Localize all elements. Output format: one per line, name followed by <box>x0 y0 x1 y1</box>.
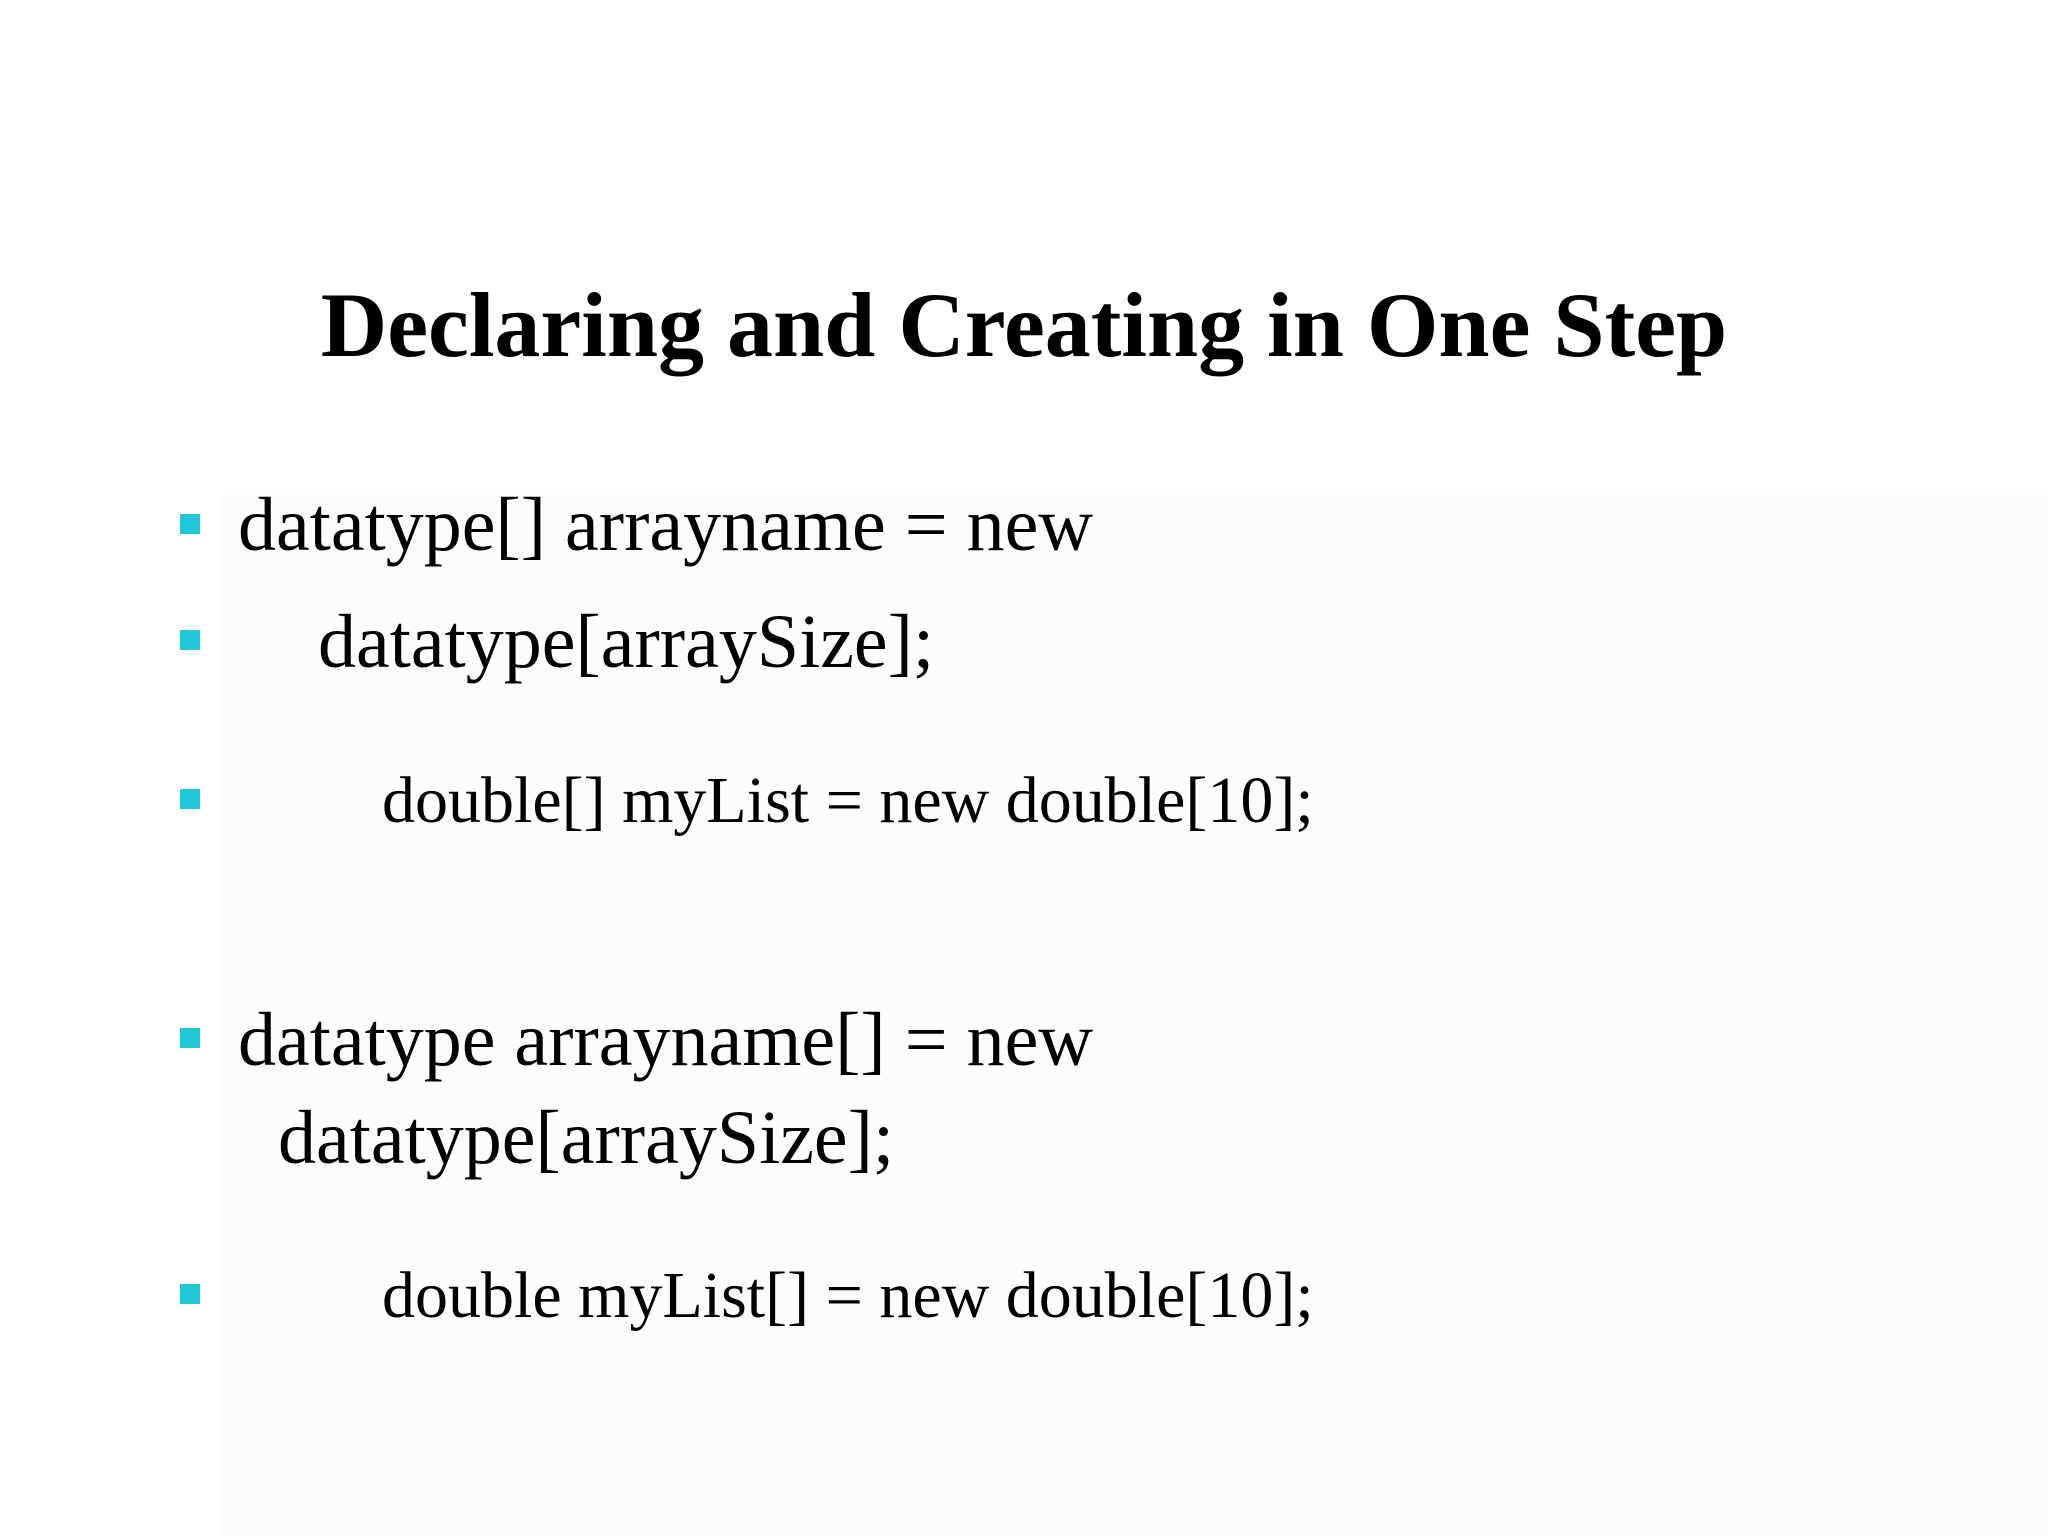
bullet-text: double myList[] = new double[10]; <box>382 1259 1314 1332</box>
bullet-text: double[] myList = new double[10]; <box>382 764 1314 837</box>
bullet-marker-icon <box>180 789 200 809</box>
bullet-marker-icon <box>180 630 200 650</box>
bullet-continuation-text: datatype[arraySize]; <box>278 1096 895 1180</box>
bullet-text: datatype[] arrayname = new <box>238 483 1094 567</box>
bullet-marker-icon <box>180 1284 200 1304</box>
bullet-marker-icon <box>180 1028 200 1048</box>
bullet-marker-icon <box>180 514 200 534</box>
bullet-text: datatype[arraySize]; <box>318 600 935 684</box>
bullet-text: datatype arrayname[] = new <box>238 998 1094 1082</box>
slide-title: Declaring and Creating in One Step <box>320 274 1728 376</box>
